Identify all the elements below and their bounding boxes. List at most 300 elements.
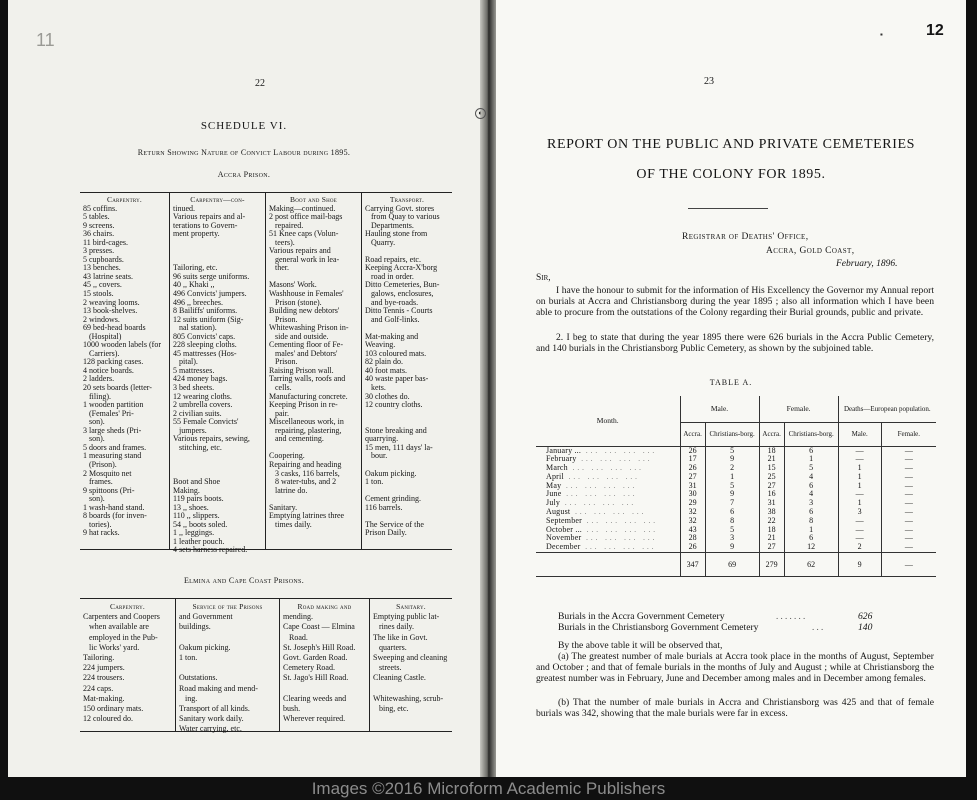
count-cell: 43	[680, 526, 705, 535]
labour-entry: Whitewashing, scrub-	[373, 693, 444, 703]
labour-entry: 496 Convicts' jumpers.	[173, 290, 247, 299]
total-cell: 62	[784, 553, 838, 577]
column-heading: Service of the Prisons	[192, 602, 263, 611]
labour-entry: Stone breaking and	[365, 426, 427, 435]
sub-european-male: Male.	[838, 422, 881, 446]
observation-intro: By the above table it will be observed that,	[558, 640, 723, 651]
count-cell: —	[904, 542, 913, 552]
labour-entry	[365, 418, 449, 427]
section-accra: Accra Prison.	[217, 170, 271, 179]
labour-entry	[173, 256, 262, 265]
labour-entry	[365, 324, 449, 333]
sub-christiansborg-female: Christians-borg.	[784, 422, 838, 446]
burials-accra-label: Burials in the Accra Government Cemetery	[558, 611, 725, 622]
labour-entry: employed in the Pub-	[83, 632, 158, 642]
labour-entry: Hauling stone from	[365, 230, 428, 239]
return-title: Return Showing Nature of Convict Labour during 1895.	[137, 148, 351, 157]
labour-entry: Clearing weeds and	[283, 693, 347, 703]
count-cell: —	[904, 515, 913, 525]
labour-entry: Keeping Accra-X'borg	[365, 264, 438, 273]
column-heading: Transport.	[389, 195, 425, 204]
elmina-column-2	[176, 599, 280, 734]
labour-entry	[365, 487, 449, 496]
labour-entry: 96 suits serge uniforms.	[173, 272, 250, 281]
labour-entry	[173, 452, 262, 461]
labour-entry: 12 suits uniform (Sig-	[173, 315, 244, 324]
paragraph-a: (a) The greatest number of male burials at Accra took place in the months of August, September and October ; and that of female burials in the months of July and August ; while at Christiansborg the greatest number was in February, June and December among males and in December among females.	[536, 651, 934, 684]
paragraph-2: 2. I beg to state that during the year 1895 there were 626 burials in the Accra Public Cemetery, and 140 burials in the Christiansborg Public Cemetery, as shown by the subjoined table.	[536, 332, 934, 354]
labour-entry: 45 mattresses (Hos-	[173, 349, 237, 358]
count-cell: 8	[784, 517, 838, 526]
labour-entry: buildings.	[179, 622, 211, 632]
labour-entry: lic Works' yard.	[83, 642, 140, 652]
labour-entry: 85 coffins.	[83, 204, 118, 213]
labour-entry: ment property.	[173, 230, 220, 239]
labour-entry: 228 sleeping cloths.	[173, 341, 237, 350]
labour-entry: Emptying latrines three	[269, 512, 345, 521]
labour-entry: Ditto Tennis - Courts	[365, 307, 433, 316]
count-cell: 5	[705, 446, 759, 455]
labour-entry: side and outside.	[269, 332, 329, 341]
count-cell: —	[904, 489, 913, 499]
date-line: February, 1896.	[836, 259, 898, 269]
accra-column-3	[266, 193, 362, 549]
count-cell: 6	[784, 482, 838, 491]
labour-entry: 9 spittoons (Pri-	[83, 486, 135, 495]
labour-entry: 2 weaving looms.	[83, 298, 140, 307]
column-heading: Road making and	[297, 602, 352, 611]
month-cell: January ... ... ... ... ...	[536, 446, 680, 455]
labour-entry: 40 waste paper bas-	[365, 375, 429, 384]
labour-entry: males' and Debtors'	[269, 349, 338, 358]
column-heading: Boot and Shoe	[290, 195, 337, 204]
labour-entry: Sweeping and cleaning	[373, 652, 448, 662]
count-cell: 27	[759, 482, 784, 491]
count-cell: 16	[759, 490, 784, 499]
count-cell: 18	[759, 526, 784, 535]
labour-entry: jumpers.	[173, 426, 207, 435]
labour-entry: St. Joseph's Hill Road.	[283, 642, 356, 652]
labour-entry: 8 Bailiffs' uniforms.	[173, 307, 238, 316]
labour-entry: 116 barrels.	[365, 503, 403, 512]
burial-row	[536, 473, 936, 482]
labour-entry: tories).	[83, 520, 112, 529]
count-cell: 6	[784, 534, 838, 543]
total-cell: 69	[705, 553, 759, 577]
labour-entry: Departments.	[365, 221, 414, 230]
count-cell: 31	[680, 482, 705, 491]
labour-entry: Oakum picking.	[179, 642, 231, 652]
labour-entry: 55 Female Convicts'	[173, 418, 239, 427]
count-cell: —	[904, 480, 913, 490]
labour-entry: 40 ,, Khaki ,,	[173, 281, 215, 290]
labour-entry: 1 measuring stand	[83, 452, 142, 461]
report-subtitle: OF THE COLONY FOR 1895.	[636, 167, 826, 182]
labour-entry: 2 ladders.	[83, 375, 115, 384]
sub-accra-male: Accra.	[680, 422, 705, 446]
labour-entry: 9 hat racks.	[83, 529, 120, 538]
count-cell: 32	[680, 508, 705, 517]
labour-entry: repaired.	[269, 221, 304, 230]
accra-column-2	[170, 193, 266, 555]
count-cell: 4	[784, 473, 838, 482]
count-cell: 22	[759, 517, 784, 526]
labour-entry: 3 large sheds (Pri-	[83, 426, 142, 435]
count-cell: —	[838, 517, 881, 526]
total-cell: 9	[838, 553, 881, 577]
labour-entry: Carpenters and Coopers	[83, 612, 160, 622]
labour-entry: Water carrying, etc.	[179, 724, 242, 734]
labour-entry: 36 chairs.	[83, 230, 115, 239]
labour-entry: pair.	[269, 409, 289, 418]
labour-entry: Carrying Govt. stores	[365, 204, 435, 213]
labour-entry: 12 country cloths.	[365, 401, 423, 410]
labour-entry: (Prison).	[83, 460, 117, 469]
title-rule	[688, 208, 768, 209]
labour-entry: bing, etc.	[373, 703, 409, 713]
count-cell: 3	[838, 508, 881, 517]
labour-entry: Various repairs and al-	[173, 213, 246, 222]
labour-entry: Manufacturing concrete.	[269, 392, 348, 401]
labour-entry: bour.	[365, 452, 388, 461]
labour-entry: 13 book-shelves.	[83, 307, 138, 316]
labour-entry: 496 ,, breeches.	[173, 298, 223, 307]
labour-entry: 15 stools.	[83, 290, 114, 299]
labour-entry: The like in Govt.	[373, 632, 428, 642]
labour-entry: 54 ,, boots soled.	[173, 520, 228, 529]
count-cell: 9	[705, 490, 759, 499]
labour-entry: Ditto Cemeteries, Bun-	[365, 281, 440, 290]
labour-entry: road in order.	[365, 272, 414, 281]
section-elmina: Elmina and Cape Coast Prisons.	[183, 576, 304, 585]
labour-entry: 13 benches.	[83, 264, 121, 273]
labour-entry: 224 caps.	[83, 683, 114, 693]
labour-entry: 224 trousers.	[83, 673, 125, 683]
page-number: 22	[255, 78, 265, 89]
labour-entry: 13 ,, shoes.	[173, 503, 209, 512]
burial-row	[536, 455, 936, 464]
labour-entry: son).	[83, 495, 105, 504]
count-cell: 25	[759, 473, 784, 482]
month-cell: June ... ... ... ...	[536, 490, 680, 499]
labour-entry: Tailoring, etc.	[173, 264, 218, 273]
burial-row	[536, 534, 936, 543]
month-cell: December ... ... ... ...	[536, 543, 680, 552]
count-cell: 6	[784, 446, 838, 455]
labour-entry: stitching, etc.	[173, 443, 222, 452]
labour-entry	[269, 444, 358, 453]
labour-entry	[365, 512, 449, 521]
total-cell: 279	[759, 553, 784, 577]
labour-entry: 30 clothes do.	[365, 392, 410, 401]
labour-entry	[179, 633, 276, 643]
count-cell: 3	[705, 534, 759, 543]
labour-entry: Oakum picking.	[365, 469, 417, 478]
archive-stamp: ◐	[475, 108, 486, 119]
labour-entry: 12 wearing cloths.	[173, 392, 232, 401]
month-cell: February ... ... ... ...	[536, 455, 680, 464]
labour-entry: kets.	[365, 384, 386, 393]
count-cell: 2	[705, 464, 759, 473]
labour-entry	[283, 684, 366, 694]
labour-entry: 103 coloured mats.	[365, 349, 427, 358]
count-cell: 1	[838, 499, 881, 508]
count-cell: 38	[759, 508, 784, 517]
count-cell: 28	[680, 534, 705, 543]
salutation: Sir,	[536, 273, 551, 283]
labour-entry: teers).	[269, 238, 295, 247]
labour-entry: 1 ton.	[179, 652, 198, 662]
count-cell: —	[838, 455, 881, 464]
burial-row	[536, 499, 936, 508]
month-header: Month.	[536, 396, 680, 446]
count-cell: 15	[759, 464, 784, 473]
count-cell: 2	[838, 543, 881, 552]
labour-entry: Sanitary work daily.	[179, 714, 244, 724]
labour-entry	[365, 410, 449, 419]
labour-entry: frames.	[83, 478, 113, 487]
labour-entry: when available are	[83, 622, 149, 632]
elmina-column-3	[280, 599, 370, 731]
labour-entry: 8 water-tubs, and 2	[269, 478, 337, 487]
count-cell: 26	[680, 543, 705, 552]
burials-accra-number: 626	[858, 611, 873, 622]
labour-entry: bush.	[283, 703, 301, 713]
labour-entry: 1 ton.	[365, 478, 384, 487]
labour-entry: Prison.	[269, 358, 298, 367]
labour-entry	[269, 273, 358, 282]
labour-entry: 224 jumpers.	[83, 663, 125, 673]
labour-entry: son).	[83, 418, 105, 427]
labour-entry: 424 money bags.	[173, 375, 228, 384]
count-cell: 26	[680, 464, 705, 473]
month-cell: November ... ... ... ...	[536, 534, 680, 543]
labour-entry: The Service of the	[365, 520, 424, 529]
labour-entry: Building new debtors'	[269, 307, 340, 316]
labour-entry: 69 bed-head boards	[83, 324, 146, 333]
labour-entry: Miscellaneous work, in	[269, 418, 344, 427]
labour-entry: 1 wash-hand stand.	[83, 503, 145, 512]
labour-entry: from Quay to various	[365, 213, 440, 222]
month-cell: April ... ... ... ...	[536, 473, 680, 482]
labour-entry: Cement grinding.	[365, 495, 421, 504]
count-cell: 3	[784, 499, 838, 508]
labour-entry: Various repairs, sewing,	[173, 435, 250, 444]
labour-entry: Cementing floor of Fe-	[269, 341, 343, 350]
labour-entry: Prison (stone).	[269, 298, 322, 307]
labour-entry: Weaving.	[365, 341, 396, 350]
count-cell: —	[838, 526, 881, 535]
labour-entry: Emptying public lat-	[373, 612, 440, 622]
count-cell: 9	[705, 455, 759, 464]
labour-entry: and Government	[179, 612, 233, 622]
column-heading: Sanitary.	[396, 602, 426, 611]
labour-entry: Cleaning Castle.	[373, 673, 426, 683]
count-cell: 18	[759, 446, 784, 455]
column-heading: Carpentry.	[110, 602, 145, 611]
burials-christiansborg-label: Burials in the Christiansborg Government Cemetery	[558, 622, 759, 633]
labour-entry: quarrying.	[365, 435, 399, 444]
labour-entry: 5 tables.	[83, 213, 110, 222]
labour-entry: 1 ,, leggings.	[173, 529, 215, 538]
labour-entry: Road repairs, etc.	[365, 255, 421, 264]
labour-entry: (Females' Pri-	[83, 409, 134, 418]
count-cell: —	[904, 533, 913, 543]
labour-entry: 5 doors and frames.	[83, 443, 147, 452]
labour-entry	[365, 461, 449, 470]
female-header: Female.	[759, 396, 838, 422]
labour-entry: 5 cupboards.	[83, 255, 124, 264]
count-cell: 1	[838, 482, 881, 491]
count-cell: 1	[784, 526, 838, 535]
labour-entry: 2 umbrella covers.	[173, 401, 233, 410]
month-cell: March ... ... ... ...	[536, 464, 680, 473]
labour-entry: filing).	[83, 392, 111, 401]
labour-entry: Raising Prison wall.	[269, 366, 334, 375]
burial-row	[536, 508, 936, 517]
paragraph-1: I have the honour to submit for the information of His Excellency the Governor my Annual report on burials at Accra and Christiansborg during the year 1895 ; also all information which I have been able to procure from the outstations of the Colony regarding their Burial grounds, public and private.	[536, 285, 934, 318]
labour-entry	[173, 470, 262, 479]
labour-entry: latrine do.	[269, 486, 308, 495]
count-cell: 1	[784, 455, 838, 464]
count-cell: 1	[838, 473, 881, 482]
accra-column-1	[80, 193, 170, 549]
labour-entry: 51 Knee caps (Volun-	[269, 230, 339, 239]
labour-entry: times daily.	[269, 520, 312, 529]
count-cell: 5	[784, 464, 838, 473]
labour-entry: Prison.	[269, 315, 298, 324]
labour-entry: repairing, plastering,	[269, 426, 342, 435]
burial-row	[536, 543, 936, 552]
labour-entry: cells.	[269, 384, 292, 393]
elmina-column-1	[80, 599, 176, 731]
schedule-title: SCHEDULE VI.	[200, 120, 288, 132]
labour-entry	[179, 663, 276, 673]
labour-entry: ing.	[179, 693, 198, 703]
labour-entry: 5 mattresses.	[173, 366, 215, 375]
accra-prison-table	[80, 192, 452, 555]
labour-entry: 12 coloured do.	[83, 714, 133, 724]
count-cell: 4	[784, 490, 838, 499]
labour-entry: Road making and mend-	[179, 683, 258, 693]
labour-entry	[269, 495, 358, 504]
count-cell: —	[904, 445, 913, 455]
labour-entry: 11 bird-cages.	[83, 238, 129, 247]
burials-table	[536, 396, 936, 577]
labour-entry: 4 notice boards.	[83, 366, 134, 375]
paragraph-b: (b) That the number of male burials in Accra and Christiansborg was 425 and that of female burials was 342, showing that the male burials were far in excess.	[536, 697, 934, 719]
labour-entry: mending.	[283, 612, 313, 622]
month-cell: May ... ... ... ...	[536, 482, 680, 491]
count-cell: 5	[705, 482, 759, 491]
column-heading: Carpentry—con-	[190, 195, 245, 204]
labour-entry: Outstations.	[179, 673, 218, 683]
count-cell: —	[838, 534, 881, 543]
count-cell: —	[838, 446, 881, 455]
labour-entry: St. Jago's Hill Road.	[283, 673, 349, 683]
left-page	[8, 0, 480, 777]
labour-entry: 1000 wooden labels (for	[83, 341, 161, 350]
count-cell: 17	[680, 455, 705, 464]
labour-entry: and bye-roads.	[365, 298, 419, 307]
labour-entry: 3 casks, 116 barrels,	[269, 469, 340, 478]
labour-entry: 2 civilian suits.	[173, 409, 222, 418]
labour-entry: Washhouse in Females'	[269, 290, 344, 299]
labour-entry: 4 sets harness repaired.	[173, 546, 248, 555]
labour-entry: pital).	[173, 358, 198, 367]
burial-rows	[536, 446, 936, 553]
labour-entry: nal station).	[173, 324, 217, 333]
labour-entry: 45 ,, covers.	[83, 281, 122, 290]
burials-christiansborg-number: 140	[858, 622, 873, 633]
labour-entry: Prison Daily.	[365, 529, 407, 538]
labour-entry: Various repairs and	[269, 247, 331, 256]
corner-page-number: 12	[926, 22, 944, 39]
labour-entry	[365, 247, 449, 256]
column-heading: Carpentry.	[107, 195, 142, 204]
burial-row	[536, 517, 936, 526]
count-cell: 26	[680, 446, 705, 455]
labour-entry: 150 ordinary mats.	[83, 703, 144, 713]
burial-row	[536, 446, 936, 455]
elmina-column-4	[370, 599, 452, 731]
total-cell: —	[881, 553, 936, 577]
labour-entry: Wherever required.	[283, 714, 346, 724]
labour-entry: general work in lea-	[269, 255, 340, 264]
month-cell: October ... ... ... ... ...	[536, 526, 680, 535]
labour-entry: 805 Convicts' caps.	[173, 332, 236, 341]
labour-entry: and Golf-links.	[365, 315, 420, 324]
labour-entry: 20 sets boards (letter-	[83, 384, 152, 393]
labour-entry: Making.	[173, 486, 200, 495]
labour-entry: 128 packing cases.	[83, 358, 144, 367]
table-label: TABLE A.	[709, 378, 753, 387]
month-cell: July ... ... ... ...	[536, 499, 680, 508]
labour-entry: Tarring walls, roofs and	[269, 375, 346, 384]
male-header: Male.	[680, 396, 759, 422]
labour-entry: Keeping Prison in re-	[269, 401, 338, 410]
labour-entry: son).	[83, 435, 105, 444]
labour-entry: Tailoring.	[83, 652, 115, 662]
count-cell: 21	[759, 455, 784, 464]
month-cell: August ... ... ... ...	[536, 508, 680, 517]
european-header: Deaths—European population.	[838, 396, 936, 422]
labour-entry: terations to Govern-	[173, 221, 238, 230]
count-cell: 6	[784, 508, 838, 517]
labour-entry	[173, 247, 262, 256]
totals-row	[536, 553, 936, 577]
count-cell: —	[838, 490, 881, 499]
count-cell: 5	[705, 526, 759, 535]
count-cell: —	[904, 471, 913, 481]
page-corner-mark: 11	[36, 30, 55, 50]
labour-entry: Repairing and heading	[269, 460, 342, 469]
labour-entry	[173, 239, 262, 248]
sub-accra-female: Accra.	[759, 422, 784, 446]
labour-entry: Govt. Garden Road.	[283, 652, 348, 662]
labour-entry: 110 ,, slippers.	[173, 512, 220, 521]
watermark: Images ©2016 Microform Academic Publishers	[311, 779, 666, 798]
labour-entry: 40 foot mats.	[365, 366, 407, 375]
burial-row	[536, 490, 936, 499]
labour-entry	[373, 684, 449, 694]
count-cell: 27	[680, 473, 705, 482]
month-cell: September ... ... ... ...	[536, 517, 680, 526]
total-cell: 347	[680, 553, 705, 577]
labour-entry: streets.	[373, 663, 402, 673]
labour-entry: 3 bed sheets.	[173, 384, 215, 393]
count-cell: 32	[680, 517, 705, 526]
